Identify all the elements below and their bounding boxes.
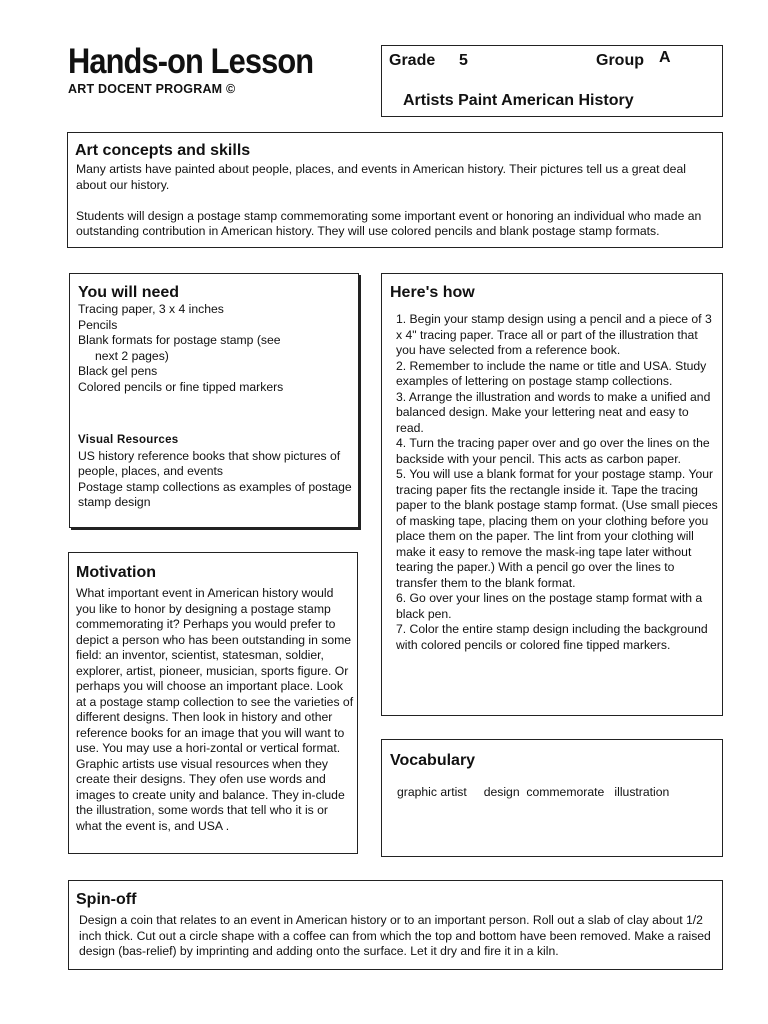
- list-item: Black gel pens: [78, 364, 158, 378]
- program-subtitle: ART DOCENT PROGRAM ©: [68, 82, 236, 96]
- list-item: US history reference books that show pictures of people, places, and events: [78, 448, 341, 478]
- instructions-section: [381, 273, 723, 716]
- list-item: Postage stamp collections as examples of postage stamp design: [78, 479, 352, 509]
- grade-value: 5: [459, 52, 468, 69]
- motivation-text: [76, 586, 354, 834]
- materials-heading: You will need: [78, 284, 180, 301]
- group-label: Group: [596, 52, 644, 69]
- concepts-heading: Art concepts and skills: [75, 142, 251, 159]
- step: 3. Arrange the illustration and words to make a unified and balanced design. Make your lettering neat and easy to read.: [396, 389, 711, 435]
- list-item: Pencils: [78, 317, 118, 332]
- concepts-paragraph: Many artists have painted about people, places, and events in American history. Their pictures tell us a great deal about our history.: [76, 162, 686, 192]
- step: 5. You will use a blank format for your postage stamp. Your tracing paper fits the rectangle inside it. Tape the tracing paper to the blank postage stamp format. (Use small pieces of masking tape, placing them on your clothing before you place them on the paper. The lint from your clothing will make it easy to remove the mask-ing tape later without tearing the paper.) With a pencil go over the lines to transfer them to the blank format.: [396, 467, 718, 590]
- materials-section: [69, 273, 359, 528]
- step: 7. Color the entire stamp design including the background with colored pencils or colored fine tipped markers.: [396, 622, 708, 652]
- concepts-text: [76, 162, 712, 240]
- step: 1. Begin your stamp design using a pencil and a piece of 3 x 4" tracing paper. Trace all or part of the illustration that you have selected from a reference book.: [396, 312, 712, 357]
- grade-label: Grade: [389, 52, 436, 69]
- list-item: next 2 pages): [95, 348, 169, 363]
- materials-list: [78, 302, 354, 511]
- list-item: Blank formats for postage stamp (see: [78, 333, 281, 347]
- motivation-paragraph: What important event in American history would you like to honor by designing a postage stamp commemorating it? Perhaps you would prefer to depict a person who has been outstanding in some field: an inventor, scientist, statesman, soldier, explorer, artist, pioneer, musician, sports figure. Or perhaps you will choose an important place. Look at a postage stamp collection to see the varieties of different designs. Then look in history and other reference books for an image that you will want to use. You may use a hori-zontal or vertical format.: [76, 586, 354, 755]
- list-item: Colored pencils or fine tipped markers: [78, 379, 284, 394]
- concepts-paragraph: Students will design a postage stamp commemorating some important event or honoring an individual who made an outstanding contribution in American history. They will use colored pencils and blank postage stamp formats.: [76, 208, 702, 238]
- page-title: Hands-on Lesson: [68, 42, 314, 81]
- step: 6. Go over your lines on the postage stamp format with a black pen.: [396, 591, 703, 621]
- concepts-section: [67, 132, 723, 248]
- instructions-heading: Here's how: [390, 284, 475, 301]
- instructions-steps: [396, 312, 718, 653]
- lesson-title: Artists Paint American History: [403, 92, 634, 109]
- motivation-section: [68, 552, 358, 854]
- spinoff-text: Design a coin that relates to an event in American history or to an important person. Roll out a slab of clay about 1/2 inch thick. Cut out a circle shape with a coffee can from which the top and bottom have been removed. Make a raised design (bas-relief) by imprinting and adding onto the surface. Let it dry and fire it in a kiln.: [79, 913, 711, 958]
- visual-resources-heading: Visual Resources: [78, 434, 179, 446]
- vocabulary-section: [381, 739, 723, 857]
- step: 4. Turn the tracing paper over and go over the lines on the backside with your pencil. This acts as carbon paper.: [396, 436, 710, 466]
- lesson-info-box: [381, 45, 723, 117]
- spinoff-section: [68, 880, 723, 970]
- motivation-paragraph: Graphic artists use visual resources when they create their designs. They ofen use words and images to create unity and balance. They in-clude the illustration, some words that tell who it is or what the event is, and USA .: [76, 756, 345, 833]
- group-value: A: [659, 49, 671, 66]
- vocabulary-heading: Vocabulary: [390, 752, 476, 769]
- motivation-heading: Motivation: [76, 564, 156, 581]
- step: 2. Remember to include the name or title and USA. Study examples of lettering on postage stamp collections.: [396, 358, 707, 388]
- vocabulary-terms: graphic artist design commemorate illustration: [397, 785, 670, 799]
- spinoff-heading: Spin-off: [76, 891, 137, 908]
- list-item: Tracing paper, 3 x 4 inches: [78, 302, 224, 316]
